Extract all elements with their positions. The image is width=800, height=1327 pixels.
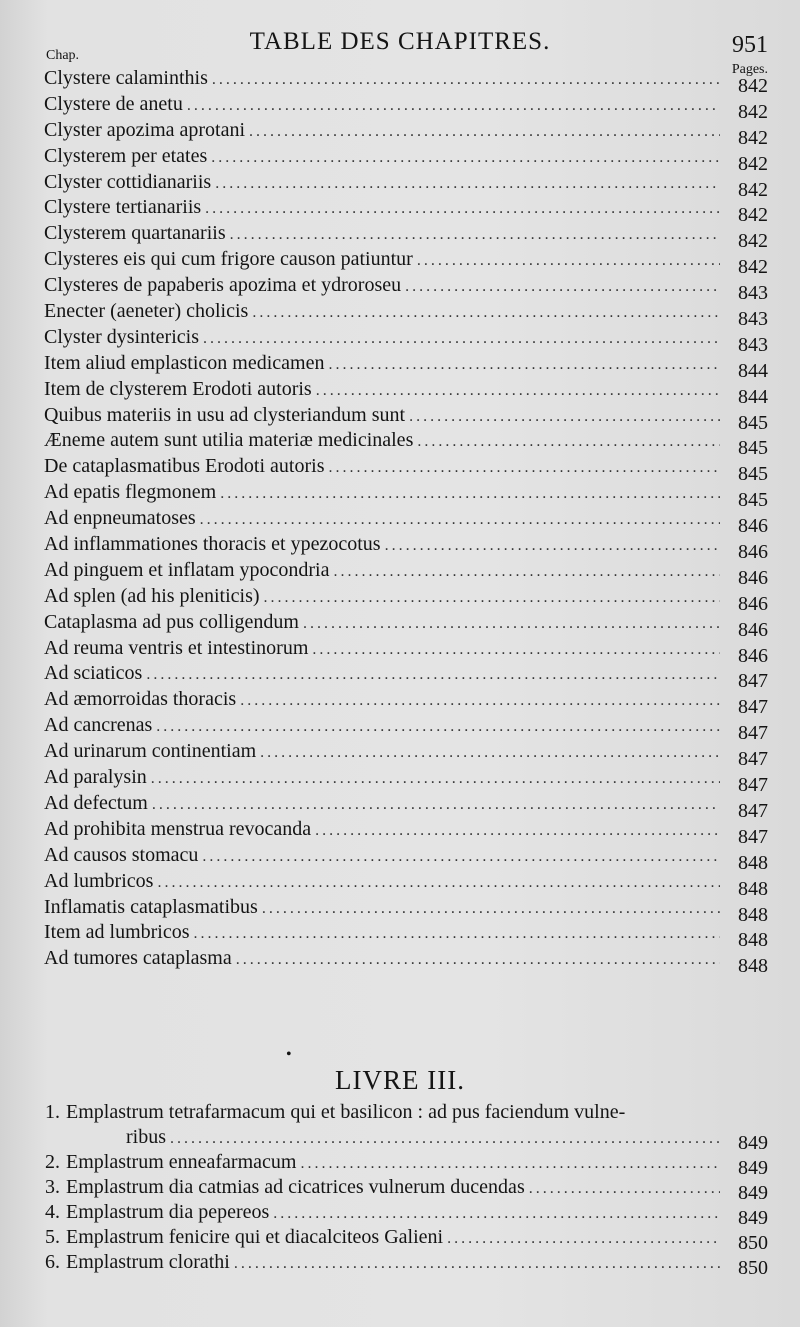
leader-dots [260, 740, 720, 766]
entry-page: 845 [738, 463, 768, 486]
toc-entry [44, 247, 768, 279]
entry-text: Inflamatis cataplasmatibus [44, 895, 258, 918]
entry-text: Ad splen (ad his pleniticis) [44, 584, 260, 607]
leader-dots [447, 1226, 720, 1251]
entry-page: 847 [738, 774, 768, 797]
toc-entry [44, 428, 768, 460]
page-title: TABLE DES CHAPITRES. [249, 28, 551, 55]
entry-page: 846 [738, 541, 768, 564]
leader-dots [328, 352, 720, 378]
leader-dots [156, 714, 720, 740]
leader-dots [220, 481, 720, 507]
leader-dots [234, 1251, 720, 1276]
toc-entry [44, 506, 768, 538]
entry-text: Clyster dysintericis [44, 325, 199, 348]
entry-text: Clysteres de papaberis apozima et ydroroseu [44, 274, 402, 297]
toc-entry [44, 325, 768, 356]
toc-entry [44, 377, 768, 408]
toc-entry [30, 1225, 768, 1254]
toc-entry [30, 1250, 768, 1279]
leader-dots [273, 1201, 720, 1226]
entry-page: 843 [738, 333, 768, 356]
entry-page: 843 [738, 282, 768, 305]
leader-dots [529, 1176, 720, 1201]
toc-entry [44, 843, 768, 874]
toc-entry [44, 221, 768, 253]
entry-text: Clystere tertianariis [44, 196, 202, 219]
entry-page: 842 [738, 256, 768, 279]
toc-entry [44, 144, 768, 175]
toc-entry [44, 946, 768, 978]
entry-text: Ad inflammationes thoracis et ypezocotus [44, 533, 381, 556]
entry-number: 2. [45, 1151, 60, 1173]
entry-text: Emplastrum fenicire qui et diacalciteos Galieni [66, 1226, 444, 1248]
entry-text: ribus [126, 1126, 166, 1148]
leader-dots [409, 404, 720, 430]
entry-page: 846 [738, 592, 768, 615]
entry-text: Ad urinarum continentiam [44, 740, 257, 763]
bullet-mark: • [286, 1046, 292, 1063]
toc-entry [44, 558, 768, 589]
entry-page: 843 [738, 308, 768, 331]
entry-page: 842 [738, 230, 768, 253]
leader-dots [316, 378, 720, 404]
toc-entry [44, 895, 768, 926]
leader-dots [385, 533, 720, 559]
leader-dots [215, 171, 720, 197]
toc-entry [30, 1150, 768, 1179]
entry-page: 849 [738, 1132, 768, 1154]
leader-dots [212, 67, 720, 93]
entry-page: 848 [738, 955, 768, 978]
entry-text: Item ad lumbricos [44, 921, 190, 944]
entry-text: Clysterem per etates [44, 144, 208, 167]
entry-page: 842 [738, 75, 768, 97]
toc-entry [30, 1100, 768, 1125]
entry-page: 847 [738, 748, 768, 771]
toc-entry [30, 1175, 768, 1204]
toc-entry [44, 92, 768, 123]
toc-entry [44, 480, 768, 512]
entry-text: Emplastrum clorathi [66, 1251, 230, 1273]
entry-text: Clyster apozima aprotani [44, 118, 246, 141]
leader-dots [249, 119, 720, 145]
entry-page: 846 [738, 515, 768, 538]
leader-dots [152, 792, 720, 818]
leader-dots [252, 300, 720, 326]
entry-text: Ad cancrenas [44, 714, 153, 737]
entry-page: 847 [738, 799, 768, 822]
leader-dots [405, 274, 720, 300]
leader-dots [264, 585, 720, 611]
entry-text: Ad reuma ventris et intestinorum [44, 636, 309, 659]
leader-dots [262, 896, 720, 922]
entry-page: 847 [738, 825, 768, 848]
entry-page: 842 [738, 204, 768, 227]
leader-dots [315, 818, 720, 844]
toc-entry [44, 170, 768, 201]
entry-page: 846 [738, 618, 768, 641]
toc-entry [44, 403, 768, 434]
entry-page: 845 [738, 437, 768, 460]
toc-entry [44, 636, 768, 667]
entry-text: Clystere calaminthis [44, 67, 208, 89]
toc-entry [44, 273, 768, 305]
toc-entry [44, 299, 768, 331]
entry-text: Item de clysterem Erodoti autoris [44, 377, 312, 400]
leader-dots [203, 326, 720, 352]
toc-entry [44, 739, 768, 771]
toc-entry [30, 1200, 768, 1229]
entry-page: 842 [738, 100, 768, 123]
entry-number: 1. [45, 1101, 60, 1123]
toc-entry [44, 66, 768, 97]
entry-page: 849 [738, 1182, 768, 1204]
entry-text: Emplastrum tetrafarmacum qui et basilicon : ad pus faciendum vulne- [66, 1101, 626, 1123]
leader-dots [333, 559, 720, 585]
leader-dots [417, 429, 720, 455]
leader-dots [230, 222, 720, 248]
toc-entry [44, 765, 768, 797]
entry-page: 847 [738, 696, 768, 719]
leader-dots [202, 844, 720, 870]
entry-page: 850 [738, 1257, 768, 1279]
entry-page: 847 [738, 670, 768, 693]
leader-dots [146, 662, 720, 688]
entry-page: 848 [738, 929, 768, 952]
toc-entry [44, 713, 768, 745]
entry-page: 846 [738, 566, 768, 589]
leader-dots [211, 145, 720, 171]
entry-page: 848 [738, 877, 768, 900]
leader-dots [236, 947, 720, 973]
entry-text: Clysteres eis qui cum frigore causon patiuntur [44, 248, 413, 271]
leader-dots [240, 688, 720, 714]
entry-number: 6. [45, 1251, 60, 1273]
leader-dots [187, 93, 720, 119]
leader-dots [312, 637, 720, 663]
column-header-chap: Chap. [46, 48, 80, 63]
toc-entry [44, 351, 768, 382]
entry-page: 842 [738, 152, 768, 175]
entry-text: Ad causos stomacu [44, 843, 199, 866]
entry-page: 847 [738, 722, 768, 745]
entry-page: 845 [738, 411, 768, 434]
entry-text: Ad lumbricos [44, 869, 154, 892]
toc-entry [44, 610, 768, 641]
entry-number: 5. [45, 1226, 60, 1248]
entry-text: Æneme autem sunt utilia materiæ medicinales [44, 429, 414, 452]
leader-dots [205, 196, 720, 222]
leader-dots [303, 611, 720, 637]
entry-text: Ad prohibita menstrua revocanda [44, 817, 312, 840]
entry-text: Ad defectum [44, 791, 148, 814]
chapter-list-livre-iii [30, 1100, 768, 1279]
page-number: 951 [732, 32, 768, 58]
toc-entry [44, 817, 768, 848]
entry-text: Emplastrum enneafarmacum [66, 1151, 297, 1173]
toc-entry [30, 1125, 768, 1154]
entry-text: Ad sciaticos [44, 662, 143, 685]
entry-page: 842 [738, 126, 768, 149]
chapter-list [44, 66, 768, 978]
toc-entry [44, 791, 768, 822]
toc-entry [44, 661, 768, 693]
entry-page: 849 [738, 1207, 768, 1229]
entry-text: Item aliud emplasticon medicamen [44, 351, 325, 374]
entry-page: 845 [738, 489, 768, 512]
toc-entry [44, 532, 768, 564]
entry-text: Clyster cottidianariis [44, 170, 212, 193]
leader-dots [200, 507, 720, 533]
section-title: LIVRE III. [335, 1065, 465, 1095]
entry-text: Ad paralysin [44, 766, 147, 789]
entry-text: Emplastrum dia catmias ad cicatrices vulnerum ducendas [66, 1176, 525, 1198]
toc-entry [44, 195, 768, 227]
leader-dots [300, 1151, 720, 1176]
leader-dots [194, 921, 720, 947]
toc-entry [44, 454, 768, 486]
toc-entry [44, 920, 768, 952]
column-header-pages: Pages. [731, 62, 768, 77]
leader-dots [417, 248, 720, 274]
entry-text: Emplastrum dia pepereos [66, 1201, 270, 1223]
entry-page: 848 [738, 851, 768, 874]
toc-entry [44, 118, 768, 149]
leader-dots [151, 766, 720, 792]
entry-page: 849 [738, 1157, 768, 1179]
entry-text: Ad pinguem et inflatam ypocondria [44, 558, 330, 581]
entry-page: 844 [738, 359, 768, 382]
entry-number: 3. [45, 1176, 60, 1198]
entry-text: Quibus materiis in usu ad clysteriandum sunt [44, 403, 406, 426]
leader-dots [170, 1126, 720, 1151]
toc-entry [44, 687, 768, 719]
entry-text: Ad epatis flegmonem [44, 481, 217, 504]
toc-entry [44, 584, 768, 615]
entry-page: 850 [738, 1232, 768, 1254]
entry-text: Clysterem quartanariis [44, 222, 226, 245]
entry-page: 844 [738, 385, 768, 408]
entry-text: Enecter (aeneter) cholicis [44, 300, 249, 323]
entry-text: Cataplasma ad pus colligendum [44, 610, 299, 633]
toc-entry [44, 869, 768, 900]
entry-page: 848 [738, 903, 768, 926]
entry-text: Clystere de anetu [44, 92, 183, 115]
entry-page: 846 [738, 644, 768, 667]
entry-number: 4. [45, 1201, 60, 1223]
entry-page: 842 [738, 178, 768, 201]
entry-text: Ad æmorroidas thoracis [44, 688, 237, 711]
leader-dots [328, 455, 720, 481]
leader-dots [157, 870, 720, 896]
entry-text: De cataplasmatibus Erodoti autoris [44, 455, 325, 478]
entry-text: Ad tumores cataplasma [44, 947, 232, 970]
entry-text: Ad enpneumatoses [44, 507, 196, 530]
